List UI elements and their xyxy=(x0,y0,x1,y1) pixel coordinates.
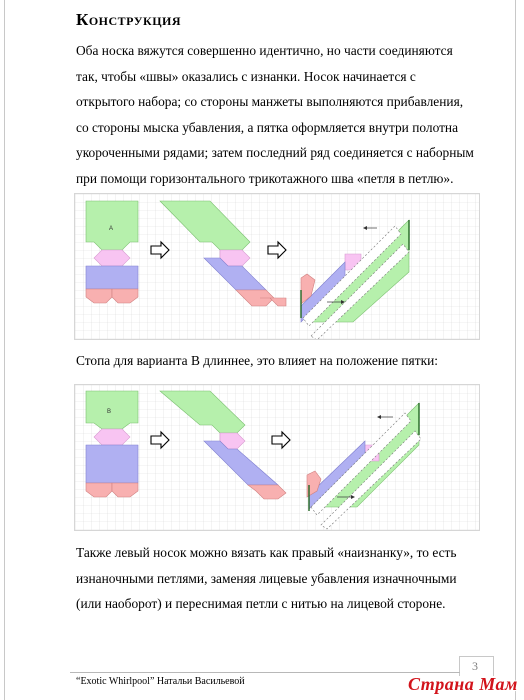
left-sock-paragraph: Также левый носок можно вязать как правый «наизнанку», то есть изнаночными петлями, заменяя лицевые убавления изначночными (или наоборот) и переснимая петли с нитью на лицевой стороне. xyxy=(76,545,457,612)
footer-credit: “Exotic Whirlpool” Натальи Васильевой xyxy=(76,676,245,687)
section-heading: Конструкция xyxy=(76,10,182,29)
variant-b-paragraph: Стопа для варианта В длиннее, это влияет на положение пятки: xyxy=(76,353,438,368)
heel-section xyxy=(94,250,130,266)
construction-diagram-b xyxy=(74,384,480,531)
footer-rule xyxy=(70,672,460,673)
page-number: 3 xyxy=(472,659,478,673)
variant-label: B xyxy=(107,409,112,415)
intro-paragraph: Оба носка вяжутся совершенно идентично, но части соединяются так, чтобы «швы» оказались с изнанки. Носок начинается с открытого набора; со стороны манжеты выполняются прибавления, со стороны мыска убавления, а пятка оформляется внутри полотна укороченными рядами; затем последний ряд соединяется с наборным при помощи горизонтального трикотажного шва «петля в петлю». xyxy=(76,43,474,186)
page-edge-right xyxy=(515,0,516,700)
cuff-section xyxy=(86,391,138,429)
variant-label: A xyxy=(109,226,114,232)
construction-diagram-a xyxy=(74,193,480,340)
page-edge-left xyxy=(4,0,5,700)
watermark-logo: Страна Мам xyxy=(408,674,518,694)
foot-section xyxy=(86,266,138,289)
foot-section xyxy=(86,445,138,483)
heel-section xyxy=(94,429,130,445)
